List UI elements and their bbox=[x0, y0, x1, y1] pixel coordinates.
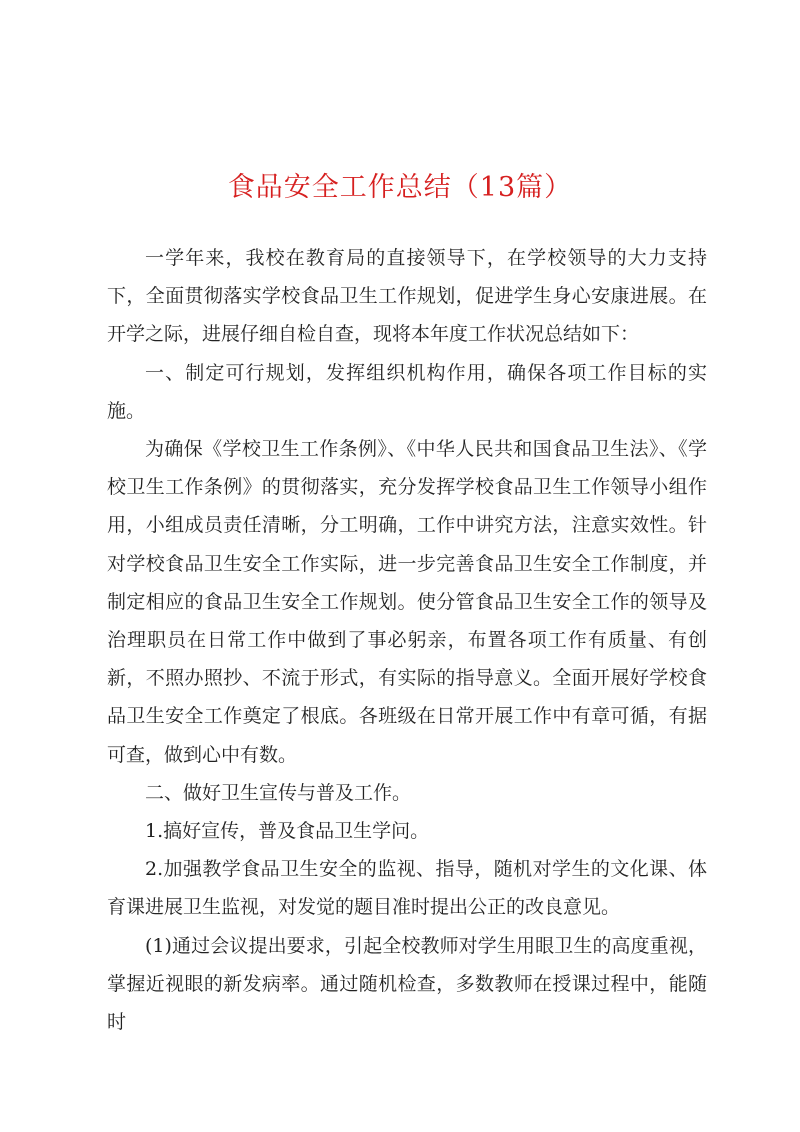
paragraph-intro: 一学年来，我校在教育局的直接领导下，在学校领导的大力支持下，全面贯彻落实学校食品卫生工作规划，促进学生身心安康进展。在开学之际，进展仔细自检自查，现将本年度工作状况总结如下： bbox=[107, 247, 707, 346]
paragraph-section-2-heading: 二、做好卫生宣传与普及工作。 bbox=[145, 781, 412, 804]
paragraph-item-2: 2.加强教学食品卫生安全的监视、指导，随机对学生的文化课、体育课进展卫生监视，对发觉的题目准时提出公正的改良意见。 bbox=[107, 858, 707, 919]
paragraph-section-1-heading: 一、制定可行规划，发挥组织机构作用，确保各项工作目标的实施。 bbox=[107, 361, 707, 422]
document-body bbox=[107, 239, 707, 1041]
paragraph-subitem-1: (1)通过会议提出要求，引起全校教师对学生用眼卫生的高度重视，掌握近视眼的新发病率。通过随机检查，多数教师在授课过程中，能随时 bbox=[107, 934, 707, 1034]
paragraph-section-1-body: 为确保《学校卫生工作条例》、《中华人民共和国食品卫生法》、《学校卫生工作条例》的贯彻落实，充分发挥学校食品卫生工作领导小组作用，小组成员责任清晰，分工明确，工作中讲究方法，注意实效性。针对学校食品卫生安全工作实际，进一步完善食品卫生安全工作制度，并制定相应的食品卫生安全工作规划。使分管食品卫生安全工作的领导及治理职员在日常工作中做到了事必躬亲，布置各项工作有质量、有创新，不照办照抄、不流于形式，有实际的指导意义。全面开展好学校食品卫生安全工作奠定了根底。各班级在日常开展工作中有章可循，有据可查，做到心中有数。 bbox=[107, 438, 707, 766]
document-title: 食品安全工作总结（13篇） bbox=[227, 172, 573, 203]
paragraph-item-1: 1.搞好宣传，普及食品卫生学问。 bbox=[145, 820, 430, 843]
